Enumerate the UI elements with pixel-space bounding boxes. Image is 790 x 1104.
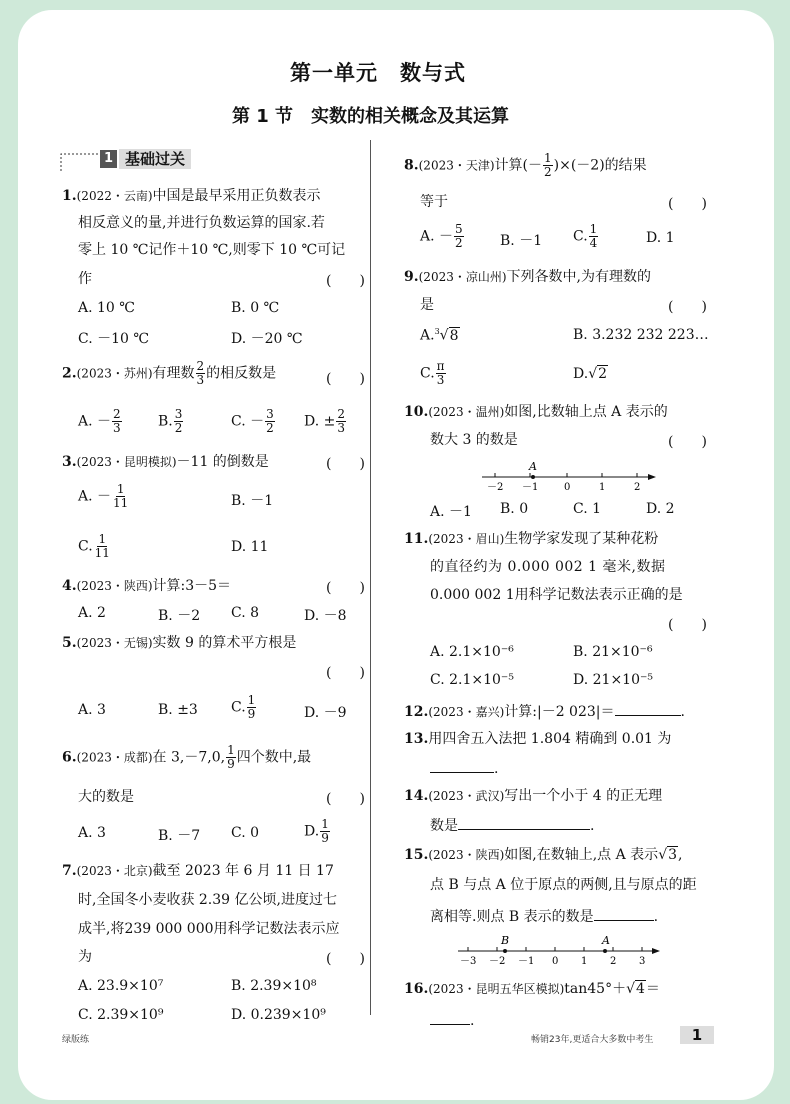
q3-answer-paren: ( ): [326, 456, 365, 472]
q8-option-b: B. －1: [500, 233, 543, 249]
q10-option-c: C. 1: [573, 501, 602, 517]
q2-option-a: A. － $\frac{2}{3}$: [78, 407, 121, 435]
q3-option-d: D. 11: [231, 539, 269, 555]
q15-tick-label: －2: [489, 956, 506, 966]
q8-option-c: C. $\frac{1}{4}$: [573, 222, 598, 250]
q9-answer-paren: ( ): [668, 299, 707, 315]
q7-line1: 7.(2023・北京)截至 2023 年 6 月 11 日 17: [62, 863, 334, 879]
q7-option-b: B. 2.39×10⁸: [231, 978, 317, 994]
q5-option-c: C. $\frac{1}{9}$: [231, 693, 256, 721]
q9-option-d: D.√2: [573, 366, 608, 382]
q4-answer-paren: ( ): [326, 580, 365, 596]
q7-option-a: A. 23.9×10⁷: [78, 978, 164, 994]
section-badge: [100, 148, 191, 170]
q15-number-line: [454, 934, 666, 966]
q10-line2: 数大 3 的数是: [430, 432, 518, 448]
q11-option-a: A. 2.1×10⁻⁶: [430, 644, 514, 660]
q2-answer-paren: ( ): [326, 371, 365, 387]
q8-line2: 等于: [420, 194, 448, 210]
q11-line2: 的直径约为 0.000 002 1 毫米,数据: [430, 559, 666, 575]
q15-tick-label: 0: [552, 956, 559, 966]
q4-option-c: C. 8: [231, 605, 260, 621]
q10-option-d: D. 2: [646, 501, 675, 517]
q14-answer-blank[interactable]: [458, 815, 590, 830]
q10-tick-label: －1: [522, 482, 539, 492]
q5-option-d: D. －9: [304, 705, 347, 721]
q12-stem: 12.(2023・嘉兴)计算:|－2 023|＝ .: [404, 701, 685, 721]
q6-stem: 6.(2023・成都)在 3,－7,0, $\frac{1}{9}$ 四个数中,最: [62, 743, 312, 771]
q4-option-b: B. －2: [158, 608, 201, 624]
q5-stem: 5.(2023・无锡)实数 9 的算术平方根是: [62, 635, 297, 651]
q1-line4: 作: [78, 271, 92, 287]
q1-option-b: B. 0 ℃: [231, 300, 280, 316]
q9-option-c: C. $\frac{\pi}{3}$: [420, 359, 445, 387]
q7-line4: 为: [78, 949, 92, 965]
q8-option-d: D. 1: [646, 230, 675, 246]
q8-answer-paren: ( ): [668, 196, 707, 212]
q1-answer-paren: ( ): [326, 273, 365, 289]
page-number: 1: [680, 1026, 714, 1044]
q10-option-b: B. 0: [500, 501, 529, 517]
q10-tick-label: －2: [487, 482, 504, 492]
q2-option-c: C. － $\frac{3}{2}$: [231, 407, 274, 435]
q6-option-b: B. －7: [158, 828, 201, 844]
q10-number-line: [478, 458, 662, 492]
q3-stem: 3.(2023・昆明模拟)－11 的倒数是: [62, 454, 269, 470]
q9-line2: 是: [420, 297, 434, 313]
q1-line3: 零上 10 ℃记作＋10 ℃,则零下 10 ℃可记: [78, 242, 346, 258]
q15-line3: 离相等.则点 B 表示的数是 .: [430, 906, 658, 926]
q3-option-c: C. $\frac{1}{11}$: [78, 532, 110, 560]
q15-point-b-label: B: [501, 934, 510, 947]
q3-option-a: A. － $\frac{1}{11}$: [78, 482, 129, 510]
footer-left: 绿版练: [62, 1035, 90, 1045]
q15-line1: 15.(2023・陕西)如图,在数轴上,点 A 表示√3,: [404, 847, 683, 863]
q7-answer-paren: ( ): [326, 951, 365, 967]
q2-stem: 2.(2023・苏州)有理数 $\frac{2}{3}$ 的相反数是: [62, 359, 277, 387]
section-title: 第 1 节 实数的相关概念及其运算: [232, 106, 510, 127]
badge-number: 1: [100, 150, 117, 168]
q4-option-a: A. 2: [78, 605, 106, 621]
q8-stem: 8.(2023・天津)计算(－ $\frac{1}{2}$ )×(－2)的结果: [404, 151, 647, 179]
badge-dotted-frame: [60, 152, 102, 172]
q1-line2: 相反意义的量,并进行负数运算的国家.若: [78, 215, 325, 231]
q6-option-d: D. $\frac{1}{9}$: [304, 817, 329, 845]
q14-line1: 14.(2023・武汉)写出一个小于 4 的正无理: [404, 788, 663, 804]
q10-tick-label: 1: [599, 482, 606, 492]
q5-answer-paren: ( ): [326, 665, 365, 681]
q9-option-a: A.$^3$√8: [420, 327, 459, 344]
q9-line1: 9.(2023・凉山州)下列各数中,为有理数的: [404, 269, 651, 285]
q7-line2: 时,全国冬小麦收获 2.39 亿公顷,进度过七: [78, 892, 337, 908]
q7-line3: 成半,将239 000 000用科学记数法表示应: [78, 921, 340, 937]
q13-line2: .: [430, 758, 498, 778]
q15-tick-label: 3: [639, 956, 646, 966]
q6-option-a: A. 3: [78, 825, 106, 841]
q12-answer-blank[interactable]: [615, 701, 681, 716]
q1-option-c: C. －10 ℃: [78, 331, 150, 347]
q15-answer-blank[interactable]: [594, 906, 654, 921]
q11-option-c: C. 2.1×10⁻⁵: [430, 672, 514, 688]
q6-option-c: C. 0: [231, 825, 260, 841]
q13-stem: 13.用四舍五入法把 1.804 精确到 0.01 为: [404, 731, 672, 747]
q10-line1: 10.(2023・温州)如图,比数轴上点 A 表示的: [404, 404, 668, 420]
badge-label: 基础过关: [119, 149, 191, 169]
q4-option-d: D. －8: [304, 608, 347, 624]
q11-answer-paren: ( ): [668, 617, 707, 633]
q11-line1: 11.(2023・眉山)生物学家发现了某种花粉: [404, 531, 659, 547]
q7-option-c: C. 2.39×10⁹: [78, 1007, 164, 1023]
q16-answer-blank[interactable]: [430, 1010, 470, 1025]
q6-answer-paren: ( ): [326, 791, 365, 807]
q4-stem: 4.(2023・陕西)计算:3－5＝: [62, 578, 232, 594]
unit-title: 第一单元 数与式: [290, 61, 466, 85]
q2-option-d: D. ± $\frac{2}{3}$: [304, 407, 345, 435]
q1-option-d: D. －20 ℃: [231, 331, 303, 347]
q1-option-a: A. 10 ℃: [78, 300, 135, 316]
q2-option-b: B. $\frac{3}{2}$: [158, 407, 183, 435]
q1-line1: 1.(2022・云南)中国是最早采用正负数表示: [62, 188, 321, 204]
q16-stem: 16.(2023・昆明五华区模拟)tan45°＋√4＝: [404, 981, 660, 997]
q10-answer-paren: ( ): [668, 434, 707, 450]
q15-tick-label: －3: [460, 956, 477, 966]
q11-option-d: D. 21×10⁻⁵: [573, 672, 653, 688]
q5-option-a: A. 3: [78, 702, 106, 718]
q10-point-a-label: A: [529, 460, 537, 473]
q14-line2: 数是 .: [430, 815, 594, 835]
q8-option-a: A. － $\frac{5}{2}$: [420, 222, 463, 250]
q15-line2: 点 B 与点 A 位于原点的两侧,且与原点的距: [430, 877, 697, 893]
q10-tick-label: 2: [634, 482, 641, 492]
q11-line3: 0.000 002 1用科学记数法表示正确的是: [430, 587, 683, 603]
q11-option-b: B. 21×10⁻⁶: [573, 644, 653, 660]
q15-point-a-label: A: [602, 934, 610, 947]
q6-line2: 大的数是: [78, 789, 134, 805]
q15-tick-label: 1: [581, 956, 588, 966]
footer-slogan: 畅销23年,更适合大多数中考生: [531, 1035, 654, 1045]
q9-option-b: B. 3.232 232 223…: [573, 327, 709, 343]
q3-option-b: B. －1: [231, 493, 274, 509]
q10-tick-label: 0: [564, 482, 571, 492]
column-divider: [370, 140, 371, 1015]
q15-tick-label: －1: [518, 956, 535, 966]
q16-line2: .: [430, 1010, 474, 1030]
q10-option-a: A. －1: [430, 504, 472, 520]
q13-answer-blank[interactable]: [430, 758, 494, 773]
q5-option-b: B. ±3: [158, 702, 198, 718]
q15-tick-label: 2: [610, 956, 617, 966]
q7-option-d: D. 0.239×10⁹: [231, 1007, 326, 1023]
